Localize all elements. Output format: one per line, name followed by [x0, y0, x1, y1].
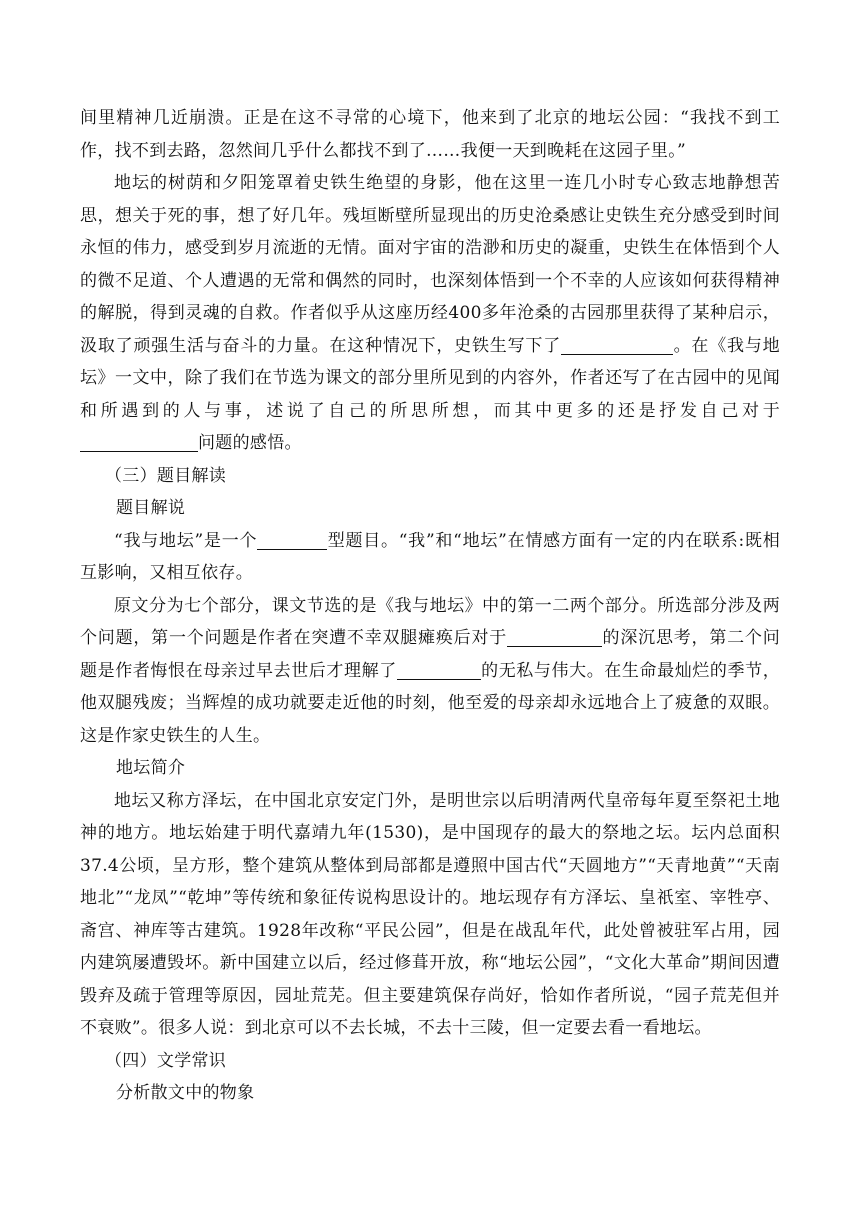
subheading-ditan-intro: 地坛简介 — [116, 758, 186, 778]
paragraph-text: 原文分为七个部分，课文节选的是《我与地坛》中的第一二两个部分。所选部分涉及两个问题，第一个问题是作者在突遭不幸双腿瘫痪后对于 — [80, 595, 780, 648]
section-heading-title-interpretation: （三）题目解读 — [105, 465, 227, 486]
paragraph-ditan-reflection — [80, 167, 780, 460]
paragraph-text: 。在《我与地坛》一文中，除了我们在节选为课文的部分里所见到的内容外，作者还写了在古园中的见闻和所遇到的人与事，述说了自己的所思所想，而其中更多的还是抒发自己对于 — [80, 335, 780, 421]
paragraph-text: 的无私与伟大。在生命最灿烂的季节，他双腿残废；当辉煌的成功就要走近他的时刻，他至爱的母亲却永远地合上了疲惫的双眼。这是作家史铁生的人生。 — [80, 660, 780, 746]
subheading-prose-imagery: 分析散文中的物象 — [116, 1083, 255, 1103]
paragraph-continuation: 间里精神几近崩溃。正是在这不寻常的心境下，他来到了北京的地坛公园：“我找不到工作，找不到去路，忽然间几乎什么都找不到了……我便一天到晚耗在这园子里。” — [80, 108, 780, 161]
fill-in-blank[interactable] — [507, 626, 602, 647]
document-body — [80, 102, 780, 1110]
paragraph-ditan-history: 地坛又称方泽坛，在中国北京安定门外，是明世宗以后明清两代皇帝每年夏至祭祀土地神的地方。地坛始建于明代嘉靖九年(1530)，是中国现存的最大的祭地之坛。坛内总面积37.4公顷，呈方形，整个建筑从整体到局部都是遵照中国古代“天圆地方”“天青地黄”“天南地北”“龙凤”“乾坤”等传统和象征传说构思设计的。地坛现存有方泽坛、皇祇室、宰牲亭、斋宫、神库等古建筑。1928年改称“平民公园”，但是在战乱年代，此处曾被驻军占用，园内建筑屡遭毁坏。新中国建立以后，经过修葺开放，称“地坛公园”，“文化大革命”期间因遭毁弃及疏于管理等原因，园址荒芜。但主要建筑保存尚好，恰如作者所说，“园子荒芜但并不衰败”。很多人说：到北京可以不去长城，不去十三陵，但一定要去看一看地坛。 — [80, 790, 780, 1038]
paragraph-text: 的深沉思考，第二个问题是作者悔恨在母亲过早去世后才理解了 — [80, 628, 781, 681]
paragraph-text: 地坛的树荫和夕阳笼罩着史铁生绝望的身影，他在这里一连几小时专心致志地静想苦思，想关于死的事，想了好几年。残垣断壁所显现出的历史沧桑感让史铁生充分感受到时间永恒的伟力，感受到岁月流逝的无情。面对宇宙的浩渺和历史的凝重，史铁生在体悟到个人的微不足道、个人遭遇的无常和偶然的同时，也深刻体悟到一个不幸的人应该如何获得精神的解脱，得到灵魂的自救。作者似乎从这座历经400多年沧桑的古园那里获得了某种启示，汲取了顽强生活与奋斗的力量。在这种情况下，史铁生写下了 — [80, 173, 780, 356]
paragraph-text: 问题的感悟。 — [198, 433, 302, 453]
fill-in-blank[interactable] — [397, 659, 481, 680]
fill-in-blank[interactable] — [80, 431, 198, 452]
fill-in-blank[interactable] — [561, 334, 673, 355]
section-heading-literary-knowledge: （四）文学常识 — [105, 1050, 227, 1071]
paragraph-title-type — [80, 525, 780, 590]
paragraph-text: 型题目。“我”和“地坛”在情感方面有一定的内在联系:既相互影响，又相互依存。 — [80, 530, 781, 583]
fill-in-blank[interactable] — [257, 529, 327, 550]
paragraph-structure — [80, 590, 780, 753]
paragraph-text: “我与地坛”是一个 — [114, 530, 258, 551]
subheading-title-explanation: 题目解说 — [116, 498, 186, 518]
